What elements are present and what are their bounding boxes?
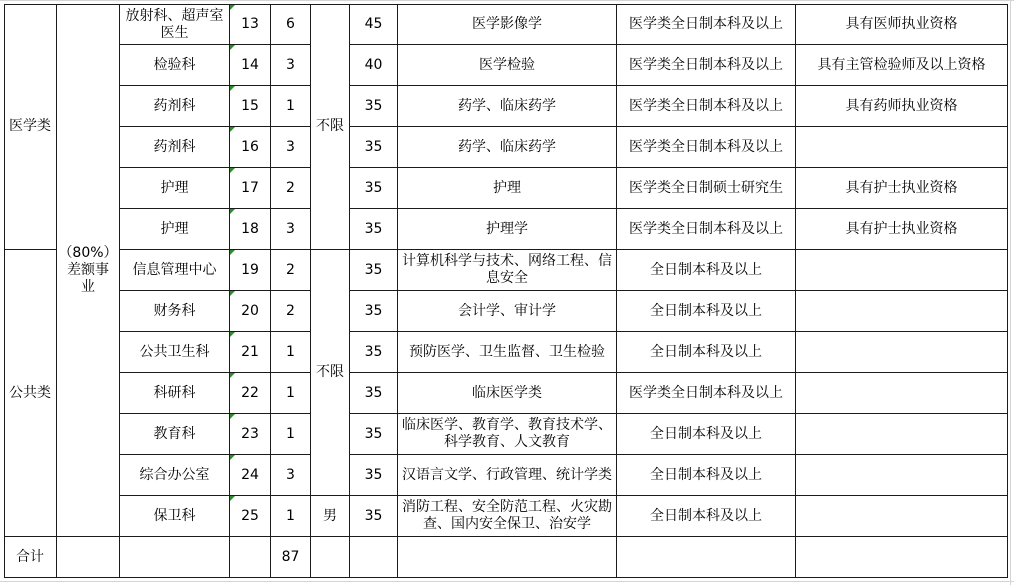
- code-cell[interactable]: 15: [241, 97, 259, 114]
- dept-cell[interactable]: 财务科: [153, 302, 196, 319]
- age-cell[interactable]: 35: [364, 220, 383, 237]
- major-cell[interactable]: 护理: [493, 179, 521, 196]
- age-cell[interactable]: 35: [364, 179, 383, 196]
- code-cell[interactable]: 21: [241, 343, 259, 360]
- age-cell[interactable]: 35: [364, 384, 383, 401]
- other-cell[interactable]: [796, 414, 1007, 454]
- age-cell[interactable]: 35: [364, 261, 383, 278]
- code-cell[interactable]: 16: [241, 138, 259, 155]
- total-count-cell[interactable]: 87: [281, 549, 300, 565]
- code-cell[interactable]: 23: [241, 425, 259, 442]
- count-cell[interactable]: 2: [286, 179, 295, 196]
- other-cell[interactable]: 具有医师执业资格: [845, 16, 958, 32]
- education-cell[interactable]: 医学类全日制本科及以上: [629, 220, 783, 237]
- total-label-cell[interactable]: 合计: [16, 549, 44, 565]
- dept-cell[interactable]: 药剂科: [153, 138, 196, 155]
- education-cell[interactable]: 医学类全日制硕士研究生: [629, 179, 783, 196]
- dept-cell[interactable]: 检验科: [153, 56, 196, 73]
- count-cell[interactable]: 3: [286, 220, 295, 237]
- cell-border: [4, 249, 57, 250]
- other-cell[interactable]: [796, 373, 1007, 413]
- other-cell[interactable]: 具有护士执业资格: [845, 179, 958, 196]
- grid-line: [0, 0, 1014, 1]
- education-cell[interactable]: 医学类全日制本科及以上: [629, 56, 783, 73]
- dept-cell[interactable]: 保卫科: [153, 507, 196, 524]
- group-cell-public[interactable]: 公共类: [9, 384, 51, 401]
- text-number-indicator: [230, 414, 235, 419]
- other-cell[interactable]: [796, 332, 1007, 372]
- cell-border: [4, 577, 1008, 578]
- text-number-indicator: [230, 127, 235, 132]
- other-cell[interactable]: [796, 250, 1007, 290]
- major-cell[interactable]: 会计学、审计学: [458, 302, 556, 319]
- other-cell[interactable]: [796, 455, 1007, 495]
- cell-border: [4, 536, 1008, 537]
- cell-border: [4, 4, 5, 578]
- major-cell[interactable]: 计算机科学与技术、网络工程、信息安全: [402, 253, 612, 286]
- code-cell[interactable]: 14: [241, 56, 259, 73]
- age-cell[interactable]: 35: [364, 507, 383, 524]
- count-cell[interactable]: 1: [286, 425, 295, 442]
- age-cell[interactable]: 35: [364, 302, 383, 319]
- other-cell[interactable]: 具有护士执业资格: [845, 220, 958, 237]
- code-cell[interactable]: 22: [241, 384, 259, 401]
- major-cell[interactable]: 临床医学、教育学、教育技术学、科学教育、人文教育: [402, 417, 612, 450]
- text-number-indicator: [230, 455, 235, 460]
- education-cell[interactable]: 全日制本科及以上: [650, 261, 762, 278]
- unit-type-cell[interactable]: （80%） 差额事 业: [58, 244, 118, 295]
- text-number-indicator: [230, 373, 235, 378]
- major-cell[interactable]: 护理学: [486, 220, 528, 237]
- code-cell[interactable]: 17: [241, 179, 259, 196]
- grid-line: [0, 581, 1014, 582]
- text-number-indicator: [230, 45, 235, 50]
- major-cell[interactable]: 消防工程、安全防范工程、火灾勘查、国内安全保卫、治安学: [402, 499, 612, 532]
- dept-cell[interactable]: 护理: [160, 220, 189, 237]
- other-cell[interactable]: [796, 496, 1007, 536]
- education-cell[interactable]: 全日制本科及以上: [650, 507, 762, 524]
- major-cell[interactable]: 汉语言文学、行政管理、统计学类: [402, 466, 612, 483]
- dept-cell[interactable]: 护理: [160, 179, 189, 196]
- count-cell[interactable]: 1: [286, 97, 295, 114]
- age-cell[interactable]: 35: [364, 97, 383, 114]
- code-cell[interactable]: 18: [241, 220, 259, 237]
- group-cell-medical[interactable]: 医学类: [9, 118, 51, 134]
- education-cell[interactable]: 全日制本科及以上: [650, 425, 762, 442]
- cell-border: [310, 4, 311, 578]
- dept-cell[interactable]: 放射科、超声室 医生: [125, 7, 224, 41]
- other-cell[interactable]: [796, 291, 1007, 331]
- grid-line: [1010, 0, 1011, 585]
- gender-cell-any-1[interactable]: 不限: [316, 118, 344, 134]
- education-cell[interactable]: 医学类全日制本科及以上: [629, 138, 783, 155]
- cell-border: [1007, 4, 1008, 578]
- text-number-indicator: [230, 209, 235, 214]
- code-cell[interactable]: 19: [241, 261, 259, 278]
- count-cell[interactable]: 1: [286, 343, 295, 360]
- count-cell[interactable]: 1: [286, 507, 295, 524]
- dept-cell[interactable]: 科研科: [153, 384, 196, 401]
- education-cell[interactable]: 全日制本科及以上: [650, 302, 762, 319]
- major-cell[interactable]: 临床医学类: [472, 384, 542, 401]
- code-cell[interactable]: 25: [241, 507, 259, 524]
- dept-cell[interactable]: 药剂科: [153, 97, 196, 114]
- education-cell[interactable]: 全日制本科及以上: [650, 343, 762, 360]
- other-cell[interactable]: [796, 127, 1007, 167]
- dept-cell[interactable]: 信息管理中心: [132, 261, 217, 278]
- text-number-indicator: [230, 291, 235, 296]
- text-number-indicator: [230, 496, 235, 501]
- age-cell[interactable]: 35: [364, 425, 383, 442]
- age-cell[interactable]: 35: [364, 466, 383, 483]
- code-cell[interactable]: 20: [241, 302, 259, 319]
- code-cell[interactable]: 24: [241, 466, 259, 483]
- code-cell[interactable]: 13: [241, 16, 259, 32]
- count-cell[interactable]: 3: [286, 138, 295, 155]
- other-cell[interactable]: 具有主管检验师及以上资格: [817, 56, 986, 73]
- education-cell[interactable]: 医学类全日制本科及以上: [629, 97, 783, 114]
- count-cell[interactable]: 2: [286, 302, 295, 319]
- age-cell[interactable]: 45: [364, 16, 383, 32]
- age-cell[interactable]: 40: [364, 56, 383, 73]
- count-cell[interactable]: 2: [286, 261, 295, 278]
- gender-cell[interactable]: 男: [323, 507, 337, 524]
- major-cell[interactable]: 医学影像学: [472, 16, 542, 32]
- major-cell[interactable]: 药学、临床药学: [458, 97, 556, 114]
- cell-border: [56, 4, 57, 578]
- dept-cell[interactable]: 综合办公室: [139, 466, 210, 483]
- count-cell[interactable]: 3: [286, 56, 295, 73]
- education-cell[interactable]: 医学类全日制本科及以上: [629, 16, 783, 32]
- age-cell[interactable]: 35: [364, 343, 383, 360]
- major-cell[interactable]: 药学、临床药学: [458, 138, 556, 155]
- major-cell[interactable]: 预防医学、卫生监督、卫生检验: [409, 343, 605, 360]
- major-cell[interactable]: 医学检验: [479, 56, 535, 73]
- dept-cell[interactable]: 公共卫生科: [139, 343, 210, 360]
- text-number-indicator: [230, 332, 235, 337]
- education-cell[interactable]: 全日制本科及以上: [650, 466, 762, 483]
- education-cell[interactable]: 医学类全日制本科及以上: [629, 384, 783, 401]
- text-number-indicator: [230, 86, 235, 91]
- dept-cell[interactable]: 教育科: [153, 425, 196, 442]
- other-cell[interactable]: 具有药师执业资格: [845, 97, 958, 114]
- text-number-indicator: [230, 250, 235, 255]
- text-number-indicator: [230, 168, 235, 173]
- gender-cell-any-2[interactable]: 不限: [316, 364, 344, 380]
- count-cell[interactable]: 3: [286, 466, 295, 483]
- text-number-indicator: [230, 5, 235, 10]
- count-cell[interactable]: 6: [286, 16, 295, 32]
- count-cell[interactable]: 1: [286, 384, 295, 401]
- age-cell[interactable]: 35: [364, 138, 383, 155]
